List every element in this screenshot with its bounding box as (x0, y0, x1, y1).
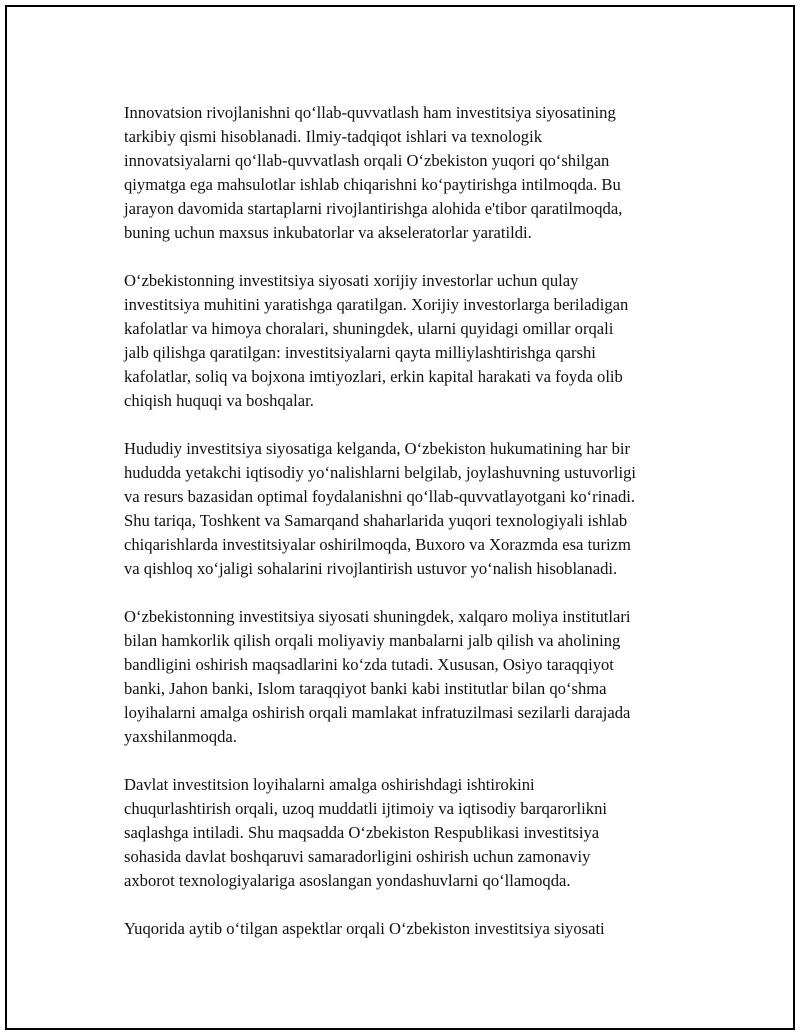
text-line: qiymatga ega mahsulotlar ishlab chiqarishni ko‘paytirishga intilmoqda. Bu (124, 175, 621, 194)
text-line: jarayon davomida startaplarni rivojlantirishga alohida e'tibor qaratilmoqda, (124, 199, 623, 218)
text-line: buning uchun maxsus inkubatorlar va akseleratorlar yaratildi. (124, 223, 532, 242)
text-line: va resurs bazasidan optimal foydalanishni qo‘llab-quvvatlayotgani ko‘rinadi. (124, 487, 636, 506)
text-line: jalb qilishga qaratilgan: investitsiyalarni qayta milliylashtirishga qarshi (124, 343, 596, 362)
text-line: axborot texnologiyalariga asoslangan yondashuvlarni qo‘llamoqda. (124, 871, 571, 890)
paragraph-spacer (124, 413, 699, 437)
text-line: Innovatsion rivojlanishni qo‘llab-quvvatlash ham investitsiya siyosatining (124, 103, 616, 122)
text-line: yaxshilanmoqda. (124, 727, 237, 746)
text-line: chiqarishlarda investitsiyalar oshirilmoqda, Buxoro va Xorazmda esa turizm (124, 535, 631, 554)
text-line: loyihalarni amalga oshirish orqali mamlakat infratuzilmasi sezilarli darajada (124, 703, 631, 722)
text-line: sohasida davlat boshqaruvi samaradorligini oshirish uchun zamonaviy (124, 847, 591, 866)
paragraph-spacer (124, 245, 699, 269)
paragraph-1 (124, 101, 699, 245)
paragraph-5 (124, 773, 699, 893)
paragraph-4 (124, 605, 699, 749)
paragraph-3 (124, 437, 699, 581)
text-line: chiqish huquqi va boshqalar. (124, 391, 314, 410)
paragraph-spacer (124, 893, 699, 917)
text-line: va qishloq xo‘jaligi sohalarini rivojlantirish ustuvor yo‘nalish hisoblanadi. (124, 559, 618, 578)
text-line: kafolatlar va himoya choralari, shuningdek, ularni quyidagi omillar orqali (124, 319, 614, 338)
text-line: Hududiy investitsiya siyosatiga kelganda, O‘zbekiston hukumatining har bir (124, 439, 631, 458)
text-line: bandligini oshirish maqsadlarini ko‘zda tutadi. Xususan, Osiyo taraqqiyot (124, 655, 614, 674)
page-frame (5, 5, 795, 1030)
text-line: saqlashga intiladi. Shu maqsadda O‘zbekiston Respublikasi investitsiya (124, 823, 600, 842)
text-line: Shu tariqa, Toshkent va Samarqand shaharlarida yuqori texnologiyali ishlab (124, 511, 628, 530)
text-line: kafolatlar, soliq va bojxona imtiyozlari, erkin kapital harakati va foyda olib (124, 367, 623, 386)
paragraph-6 (124, 917, 699, 941)
text-line: bilan hamkorlik qilish orqali moliyaviy manbalarni jalb qilish va aholining (124, 631, 621, 650)
document-body (124, 101, 699, 941)
text-line: chuqurlashtirish orqali, uzoq muddatli ijtimoiy va iqtisodiy barqarorlikni (124, 799, 607, 818)
text-line: Yuqorida aytib o‘tilgan aspektlar orqali O‘zbekiston investitsiya siyosati (124, 919, 605, 938)
text-line: innovatsiyalarni qo‘llab-quvvatlash orqali O‘zbekiston yuqori qo‘shilgan (124, 151, 610, 170)
paragraph-2 (124, 269, 699, 413)
text-line: O‘zbekistonning investitsiya siyosati shuningdek, xalqaro moliya institutlari (124, 607, 631, 626)
text-line: Davlat investitsion loyihalarni amalga oshirishdagi ishtirokini (124, 775, 535, 794)
paragraph-spacer (124, 581, 699, 605)
text-line: O‘zbekistonning investitsiya siyosati xorijiy investorlar uchun qulay (124, 271, 579, 290)
paragraph-spacer (124, 749, 699, 773)
text-line: banki, Jahon banki, Islom taraqqiyot banki kabi institutlar bilan qo‘shma (124, 679, 607, 698)
text-line: investitsiya muhitini yaratishga qaratilgan. Xorijiy investorlarga beriladigan (124, 295, 629, 314)
text-line: hududda yetakchi iqtisodiy yo‘nalishlarni belgilab, joylashuvning ustuvorligi (124, 463, 637, 482)
text-line: tarkibiy qismi hisoblanadi. Ilmiy-tadqiqot ishlari va texnologik (124, 127, 543, 146)
